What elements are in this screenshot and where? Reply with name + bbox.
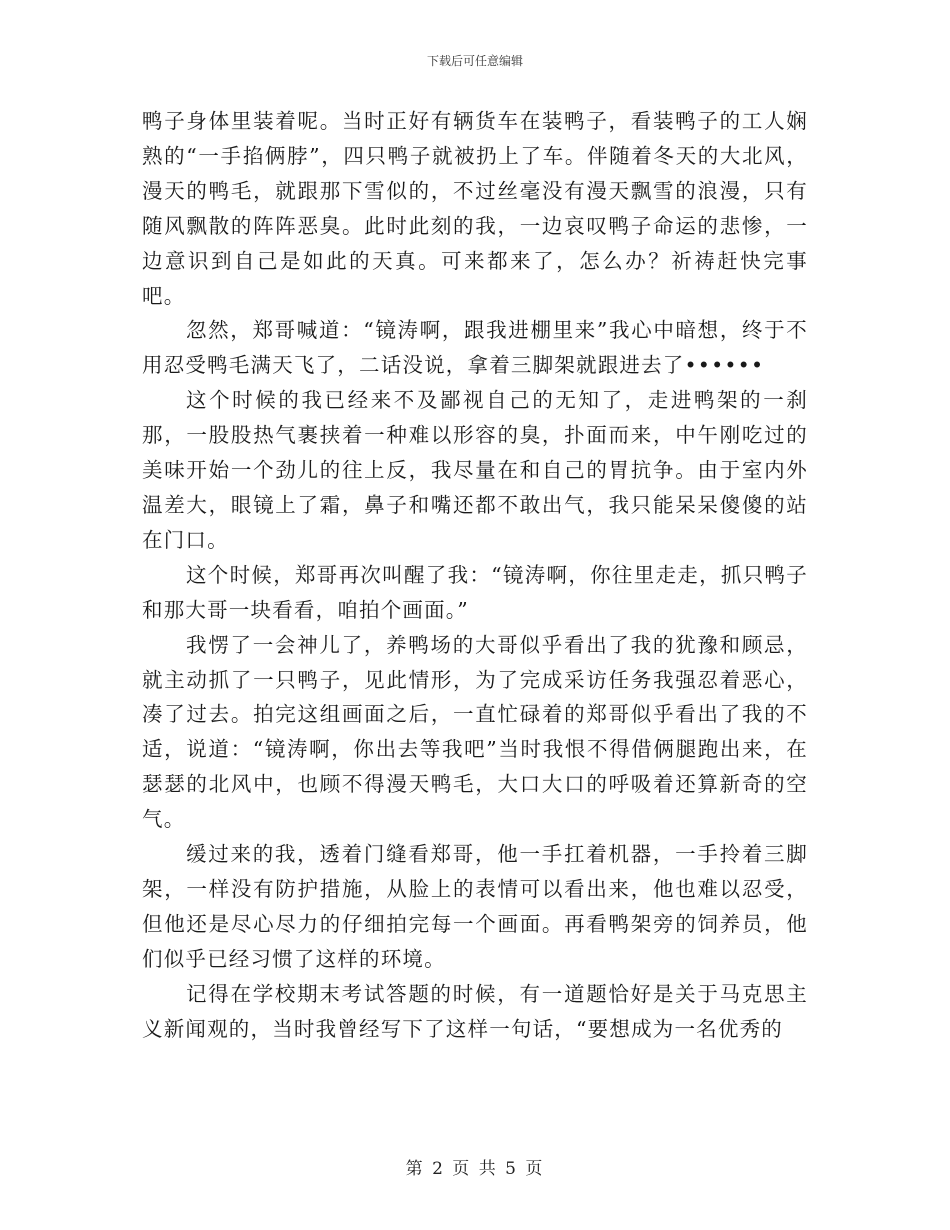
paragraph-2: 忽然，郑哥喊道：“镜涛啊，跟我进棚里来”我心中暗想，终于不用忍受鸭毛满天飞了，二话没说，拿着三脚架就跟进去了•••••• [142,318,808,378]
page-number-footer: 第 2 页 共 5 页 [405,1159,545,1179]
paragraph-4: 这个时候，郑哥再次叫醒了我：“镜涛啊，你往里走走，抓只鸭子和那大哥一块看看，咱拍个画面。” [142,562,808,622]
paragraph-1: 鸭子身体里装着呢。当时正好有辆货车在装鸭子，看装鸭子的工人娴熟的“一手掐俩脖”，四只鸭子就被扔上了车。伴随着冬天的大北风，漫天的鸭毛，就跟那下雪似的，不过丝毫没有漫天飘雪的浪漫，只有随风飘散的阵阵恶臭。此时此刻的我，一边哀叹鸭子命运的悲惨，一边意识到自己是如此的天真。可来都来了，怎么办？祈祷赶快完事吧。 [142,109,808,308]
paragraph-3: 这个时候的我已经来不及鄙视自己的无知了，走进鸭架的一刹那，一股股热气裹挟着一种难以形容的臭，扑面而来，中午刚吃过的美味开始一个劲儿的往上反，我尽量在和自己的胃抗争。由于室内外温差大，眼镜上了霜，鼻子和嘴还都不敢出气，我只能呆呆傻傻的站在门口。 [142,388,808,552]
page-header: 下载后可任意编辑 [426,54,523,68]
document-body [142,104,808,1046]
paragraph-5: 我愣了一会神儿了，养鸭场的大哥似乎看出了我的犹豫和顾忌，就主动抓了一只鸭子，见此情形，为了完成采访任务我强忍着恶心，凑了过去。拍完这组画面之后，一直忙碌着的郑哥似乎看出了我的不适，说道：“镜涛啊，你出去等我吧”当时我恨不得借俩腿跑出来，在瑟瑟的北风中，也顾不得漫天鸭毛，大口大口的呼吸着还算新奇的空气。 [142,632,808,832]
paragraph-6: 缓过来的我，透着门缝看郑哥，他一手扛着机器，一手拎着三脚架，一样没有防护措施，从脸上的表情可以看出来，他也难以忍受，但他还是尽心尽力的仔细拍完每一个画面。再看鸭架旁的饲养员，他们似乎已经习惯了这样的环境。 [142,842,808,971]
paragraph-7: 记得在学校期末考试答题的时候，有一道题恰好是关于马克思主义新闻观的，当时我曾经写下了这样一句话，“要想成为一名优秀的 [142,981,808,1041]
